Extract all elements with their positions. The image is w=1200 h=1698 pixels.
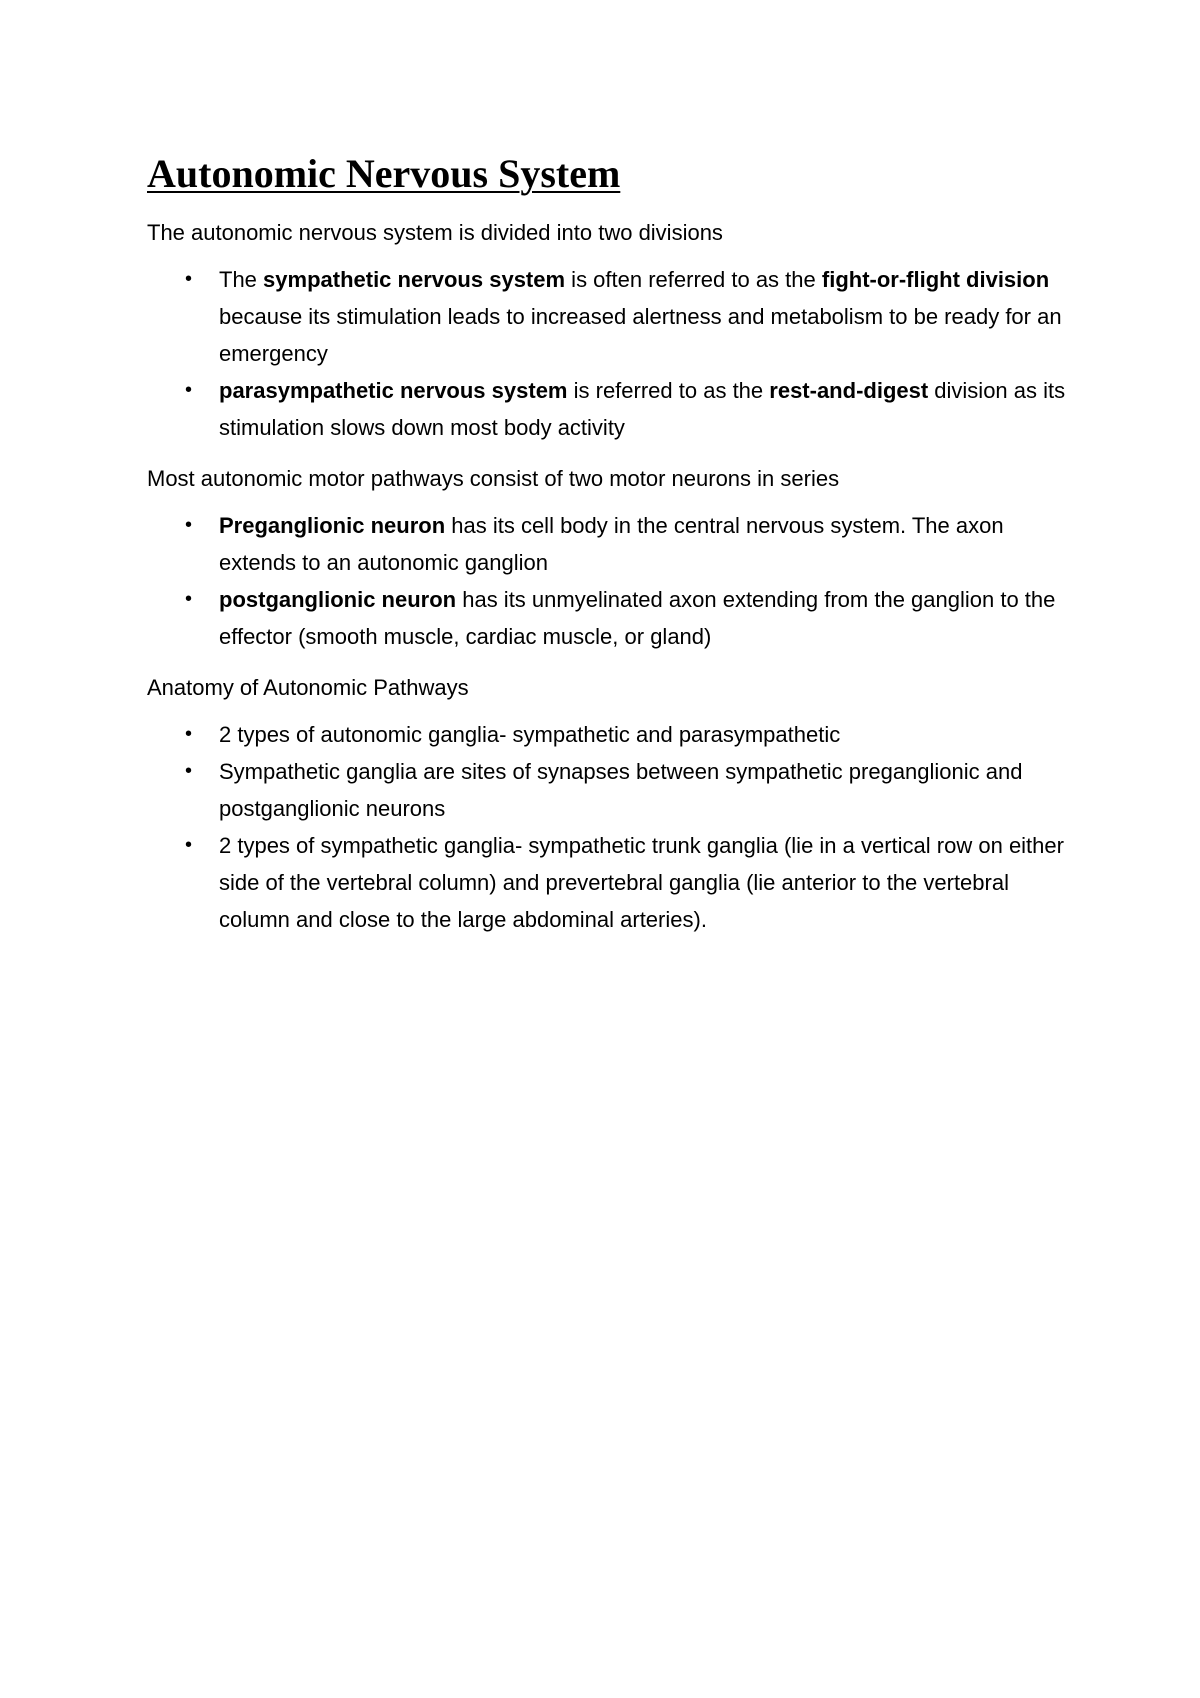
bullet-icon: • — [185, 268, 193, 290]
bullet-item — [147, 372, 1077, 446]
document-title: Autonomic Nervous System — [147, 151, 621, 196]
bullet-item — [147, 581, 1077, 655]
section-intro: Anatomy of Autonomic Pathways — [147, 675, 469, 700]
bullet-icon: • — [185, 834, 193, 856]
bold-term: rest-and-digest — [769, 378, 929, 403]
document-sections — [147, 214, 1077, 938]
bullet-text: is referred to as the — [567, 378, 770, 403]
bullet-icon: • — [185, 379, 193, 401]
section-intro: The autonomic nervous system is divided into two divisions — [147, 220, 723, 245]
bold-term: sympathetic nervous system — [263, 267, 566, 292]
bullet-item — [147, 716, 1077, 753]
bold-term: fight-or-flight division — [821, 267, 1050, 292]
bullet-list — [147, 716, 1077, 938]
bullet-icon: • — [185, 514, 193, 536]
bullet-text: has its unmyelinated axon extending from the ganglion to the effector (smooth muscle, cardiac muscle, or gland) — [219, 587, 1056, 649]
bullet-icon: • — [185, 588, 193, 610]
bullet-text: Sympathetic ganglia are sites of synapses between sympathetic preganglionic and postganglionic neurons — [219, 759, 1023, 821]
bullet-text: The — [219, 267, 264, 292]
document-content — [147, 150, 1077, 952]
bullet-list — [147, 261, 1077, 446]
bullet-icon: • — [185, 723, 193, 745]
bullet-item — [147, 753, 1077, 827]
bullet-text: 2 types of autonomic ganglia- sympathetic and parasympathetic — [219, 722, 841, 747]
bullet-text: 2 types of sympathetic ganglia- sympathetic trunk ganglia (lie in a vertical row on either side of the vertebral column) and prevertebral ganglia (lie anterior to the vertebral column and close to the large abdominal arteries). — [219, 833, 1064, 932]
bullet-list — [147, 507, 1077, 655]
bullet-icon: • — [185, 760, 193, 782]
bullet-item — [147, 507, 1077, 581]
bullet-text: has its cell body in the central nervous system. The axon extends to an autonomic ganglion — [219, 513, 1004, 575]
bold-term: parasympathetic nervous system — [219, 378, 568, 403]
bullet-item — [147, 261, 1077, 372]
bold-term: postganglionic neuron — [219, 587, 457, 612]
section-intro: Most autonomic motor pathways consist of two motor neurons in series — [147, 466, 840, 491]
bullet-text: division as its stimulation slows down most body activity — [219, 378, 1066, 440]
bullet-item — [147, 827, 1077, 938]
bold-term: Preganglionic neuron — [219, 513, 446, 538]
bullet-text: is often referred to as the — [565, 267, 822, 292]
bullet-text: because its stimulation leads to increased alertness and metabolism to be ready for an emergency — [219, 304, 1062, 366]
